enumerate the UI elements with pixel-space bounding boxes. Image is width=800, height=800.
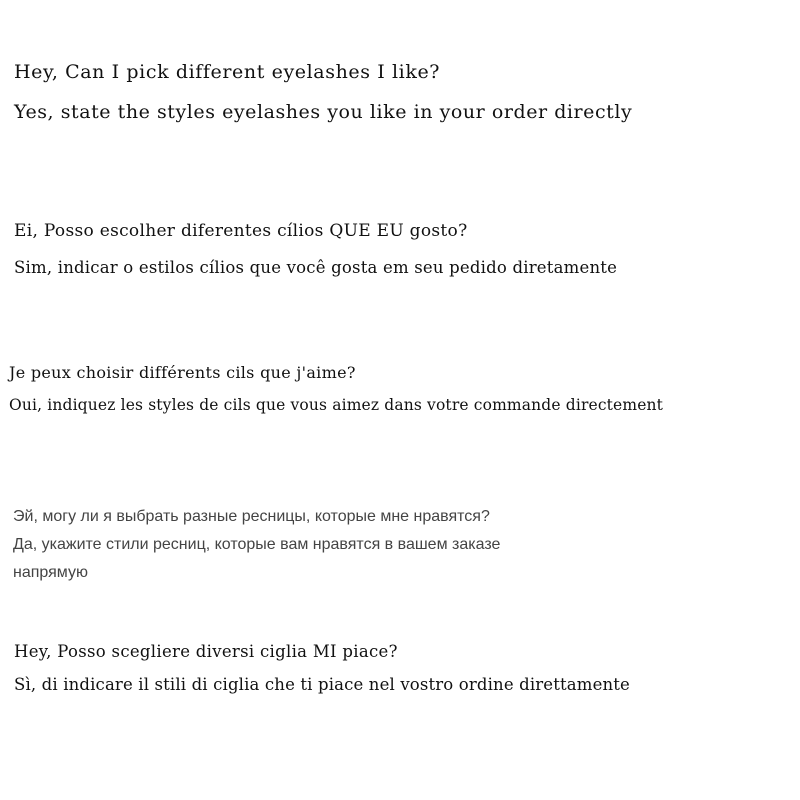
- question-italian: Hey, Posso scegliere diversi ciglia MI piace?: [14, 642, 398, 661]
- answer-russian-line-2: напрямую: [13, 564, 88, 581]
- answer-french: Oui, indiquez les styles de cils que vous aimez dans votre commande directement: [9, 396, 664, 414]
- answer-russian-line-1: Да, укажите стили ресниц, которые вам нравятся в вашем заказе: [13, 536, 501, 553]
- question-french: Je peux choisir différents cils que j'aime?: [9, 363, 356, 382]
- answer-italian: Sì, di indicare il stili di ciglia che ti piace nel vostro ordine direttamente: [14, 675, 630, 694]
- question-english: Hey, Can I pick different eyelashes I like?: [14, 61, 441, 83]
- question-portuguese: Ei, Posso escolher diferentes cílios QUE EU gosto?: [14, 221, 468, 241]
- answer-english: Yes, state the styles eyelashes you like in your order directly: [14, 101, 633, 123]
- question-russian: Эй, могу ли я выбрать разные ресницы, которые мне нравятся?: [13, 508, 490, 525]
- answer-portuguese: Sim, indicar o estilos cílios que você gosta em seu pedido diretamente: [14, 258, 618, 277]
